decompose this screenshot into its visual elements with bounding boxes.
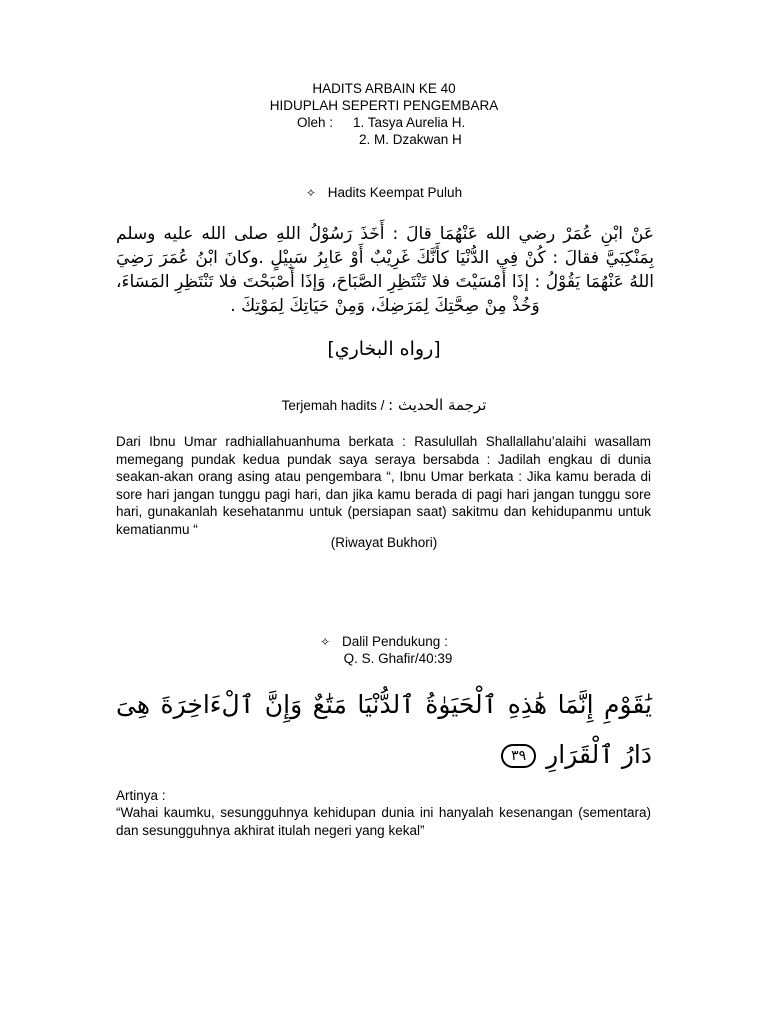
- terjemah-label-latin: Terjemah hadits /: [281, 398, 389, 413]
- artinya-label: Artinya :: [116, 788, 166, 803]
- ayah-number-badge: ٣٩: [501, 744, 536, 768]
- doc-title: HADITS ARBAIN KE 40: [312, 81, 456, 96]
- terjemah-heading: [0, 396, 768, 414]
- terjemah-paragraph: Dari Ibnu Umar radhiallahuanhuma berkata : Rasulullah Shallallahu’alaihi wasallam memegang pundak kedua pundak saya seraya bersabda : Jadilah engkau di dunia seakan-akan orang asing atau pengembara “, Ibnu Umar berkata : Jika kamu berada di sore hari jangan tunggu pagi hari, dan jika kamu berada di pagi hari jangan tunggu sore hari, gunakanlah kesehatanmu untuk (persiapan saat) sakitmu dan kehidupanmu untuk kematianmu “: [116, 434, 651, 537]
- doc-subtitle: HIDUPLAH SEPERTI PENGEMBARA: [269, 98, 499, 113]
- riwayat-arabic: [رواه البخاري]: [327, 338, 441, 360]
- author-block: [0, 114, 768, 148]
- diamond-bullet-icon: ✧: [320, 635, 331, 649]
- dalil-reference: Q. S. Ghafir/40:39: [343, 651, 453, 666]
- hadits-arabic-text: عَنْ ابْنِ عُمَرْ رضي الله عَنْهُمَا قالَ : أَخَذَ رَسُوْلُ اللهِ صلى الله عليه وسلم بِمَنْكِبَيَّ فقالَ : كُنْ فِي الدُّنْيَا كأَنَّكَ غَرِيْبٌ أَوْ عَابِرُ سَبِيْلٍ .وكانَ ابْنُ عُمَرَ رَضِيَ اللهُ عَنْهُمَا يَقُوْلُ : إذَا أَمْسَيْتَ فلا تَنْتَظِرِ الصَّبَاحَ، وَإذَا أَصْبَحْتَ فلا تَنْتَظِرِ المَسَاءَ، وَخُذْ مِنْ صِحَّتِكَ لِمَرَضِكَ، وَمِنْ حَيَاتِكَ لِمَوْتِكَ .: [116, 224, 654, 316]
- section-hadits-heading: [0, 185, 768, 200]
- author-1: 1. Tasya Aurelia H.: [353, 115, 466, 130]
- author-2: 2. M. Dzakwan H: [359, 132, 462, 147]
- hadits-heading-text: Hadits Keempat Puluh: [327, 185, 463, 200]
- terjemah-label-arabic: ترجمة الحديث :: [388, 396, 487, 414]
- quran-verse-text: يَٰقَوْمِ إِنَّمَا هَٰذِهِ ٱلْحَيَوٰةُ ٱلدُّنْيَا مَتَٰعٌ وَإِنَّ ٱلْءَاخِرَةَ هِىَ دَارُ ٱلْقَرَارِ: [116, 690, 652, 769]
- diamond-bullet-icon: ✧: [305, 186, 316, 200]
- title-block: [0, 80, 768, 148]
- terjemah-source: (Riwayat Bukhori): [330, 535, 438, 550]
- author-label: Oleh :: [297, 115, 334, 130]
- artinya-text: “Wahai kaumku, sesungguhnya kehidupan dunia ini hanyalah kesenangan (sementara) dan sesungguhnya akhirat itulah negeri yang kekal”: [116, 805, 651, 838]
- author-names: [353, 114, 471, 148]
- dalil-heading-text: Dalil Pendukung :: [342, 634, 448, 649]
- quran-verse: [116, 680, 652, 780]
- section-dalil-heading: [0, 634, 768, 649]
